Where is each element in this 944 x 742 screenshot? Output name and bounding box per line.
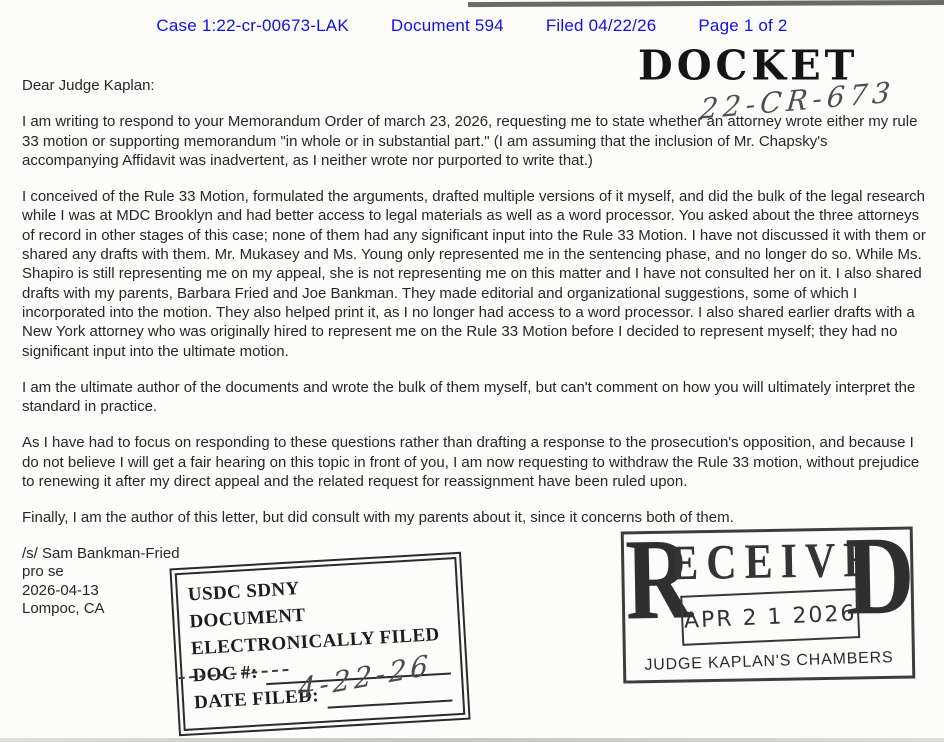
signature-date: 2026-04-13 bbox=[22, 581, 99, 599]
signature-pro-se: pro se bbox=[22, 563, 64, 581]
pacer-header bbox=[0, 16, 944, 36]
signature-name: /s/ Sam Bankman-Fried bbox=[22, 544, 180, 562]
date-filed-label: DATE FILED: bbox=[193, 685, 320, 714]
filed-stamp-line-court: USDC SDNY bbox=[187, 578, 301, 606]
signature-location: Lompoc, CA bbox=[22, 600, 105, 618]
paragraph-5: Finally, I am the author of this letter, but did consult with my parents about it, since it concerns both of them. bbox=[22, 509, 734, 527]
received-letter-d: D bbox=[844, 513, 916, 639]
filed-stamp-line-electronically-filed: ELECTRONICALLY FILED bbox=[190, 624, 441, 660]
paragraph-4: As I have had to focus on responding to these questions rather than drafting a response to the prosecution's opposition, and because I do not believe I will get a fair hearing on this topic in front of you, I am now requesting to withdraw the Rule 33 motion, without prejudice to renewing it after my direct appeal and the related request for reassignment have been ruled upon. bbox=[22, 434, 920, 491]
filed-date-text: Filed 04/22/26 bbox=[545, 16, 657, 35]
usdc-filed-stamp bbox=[169, 552, 470, 737]
case-number-text: Case 1:22-cr-00673-LAK bbox=[156, 16, 349, 35]
document-number-text: Document 594 bbox=[390, 16, 504, 35]
paragraph-1: I am writing to respond to your Memorandum Order of march 23, 2026, requesting me to state whether an attorney wrote either my rule 33 motion or supporting memorandum "in whole or in substantial part." (I am assuming that the inclusion of Mr. Chapsky's accompanying Affidavit was inadvertent, as I neither wrote nor purported to write that.) bbox=[22, 113, 918, 169]
paragraph-3: I am the ultimate author of the documents and wrote the bulk of them myself, but can't comment on how you will ultimately interpret the standard in practice. bbox=[22, 378, 916, 416]
handwritten-filed-date: 4-22-26 bbox=[297, 647, 433, 706]
received-date-box bbox=[680, 588, 860, 646]
paragraph-2: I conceived of the Rule 33 Motion, formulated the arguments, drafted multiple versions of it myself, and did the bulk of the legal research while I was at MDC Brooklyn and had better access to legal materials as well as a word processor. You asked about the three attorneys of record in other stages of this case; none of them had any significant input into the Rule 33 Motion. I have not discussed it with them or shared any drafts with them. Mr. Mukasey and Ms. Young only represented me in the sentencing phase, and no longer do so. While Ms. Shapiro is still representing me on my appeal, she is not representing me on this matter and I have not consulted her on it. I also shared drafts with my parents, Barbara Fried and Joe Bankman. They made editorial and organizational suggestions, some of which I incorporated into the motion. They also helped print it, as I no longer had access to a word processor. I also shared earlier drafts with a New York attorney who was originally hired to represent me on the Rule 33 Motion before I decided to represent myself; they had no significant input into the ultimate motion. bbox=[22, 188, 926, 360]
doc-number-label: DOC #: bbox=[192, 661, 259, 687]
scan-edge-artifact-bottom bbox=[0, 738, 944, 742]
received-letter-r: R bbox=[624, 515, 694, 645]
docket-case-number-handwritten: 22-CR-673 bbox=[698, 75, 897, 126]
received-stamp bbox=[621, 513, 916, 683]
page-number-text: Page 1 of 2 bbox=[698, 16, 788, 35]
chambers-caption: JUDGE KAPLAN'S CHAMBERS bbox=[644, 649, 894, 674]
docket-stamp: DOCKET bbox=[638, 41, 859, 90]
filed-stamp-line-document: DOCUMENT bbox=[188, 604, 307, 633]
salutation: Dear Judge Kaplan: bbox=[22, 77, 155, 94]
usdc-filed-stamp-inner bbox=[175, 557, 466, 731]
received-letters-middle: ECEIVE bbox=[669, 533, 880, 592]
received-date: APR 2 1 2026 bbox=[683, 600, 857, 634]
scan-edge-artifact-top bbox=[468, 0, 944, 7]
